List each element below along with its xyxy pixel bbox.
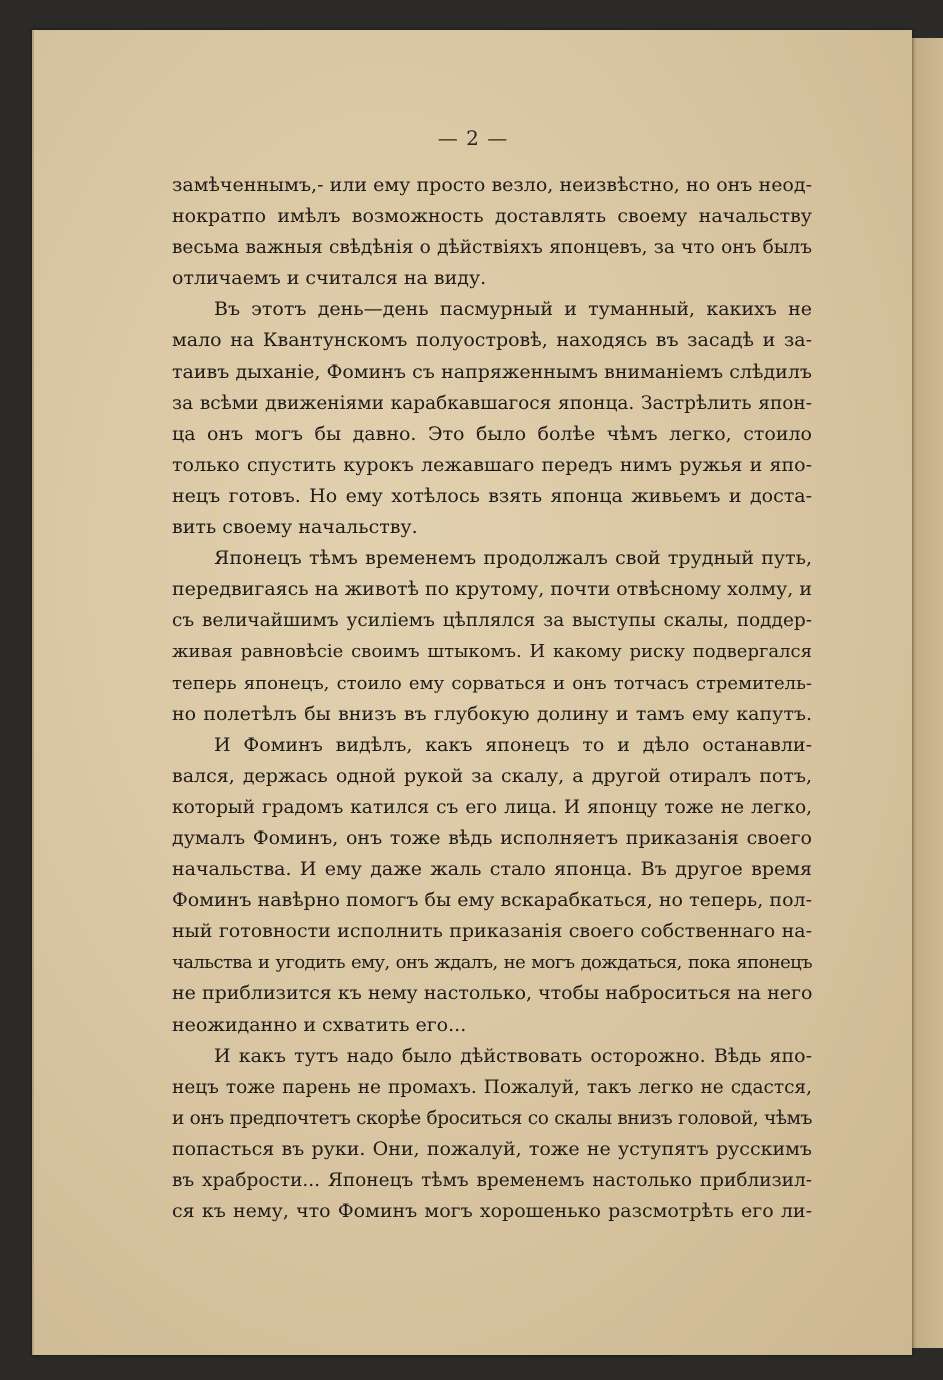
text-line: за всѣми движеніями карабкавшагося японца. Застрѣлить япон- (172, 392, 812, 414)
book-page (32, 30, 912, 1355)
text-line: ный готовности исполнить приказанія своего собственнаго на- (172, 920, 812, 943)
text-line: Фоминъ навѣрно помогъ бы ему вскарабкаться, но теперь, пол- (172, 889, 812, 912)
text-line: не приблизится къ нему настолько, чтобы наброситься на него (172, 982, 813, 1005)
text-line: нецъ тоже парень не промахъ. Пожалуй, такъ легко не сдастся, (172, 1076, 812, 1098)
text-line: вить своему начальству. (172, 516, 418, 539)
text-line: Въ этотъ день—день пасмурный и туманный, какихъ не (214, 298, 812, 321)
text-line: Японецъ тѣмъ временемъ продолжалъ свой трудный путь, (214, 547, 812, 570)
text-line: только спустить курокъ лежавшаго передъ нимъ ружья и япо- (172, 453, 812, 476)
text-line: мало на Квантунскомъ полуостровѣ, находясь въ засадѣ и за- (172, 329, 812, 352)
body-text (172, 170, 812, 1227)
text-line: отличаемъ и считался на виду. (172, 267, 487, 290)
text-line: теперь японецъ, стоило ему сорваться и онъ тотчасъ стремитель- (172, 672, 812, 694)
text-line: который градомъ катился съ его лица. И японцу тоже не легко, (172, 796, 812, 818)
text-line: И какъ тутъ надо было дѣйствовать осторожно. Вѣдь япо- (214, 1044, 812, 1067)
text-line: чальства и угодить ему, онъ ждалъ, не могъ дождаться, пока японецъ (172, 952, 812, 974)
text-line: думалъ Фоминъ, онъ тоже вѣдь исполняетъ приказанія своего (172, 826, 812, 849)
text-line: нократпо имѣлъ возможность доставлять своему начальству (172, 205, 812, 228)
text-line: передвигаясь на животѣ по крутому, почти отвѣсному холму, и (172, 578, 812, 601)
text-line: неожиданно и схватить его... (172, 1013, 467, 1036)
text-line: живая равновѣсіе своимъ штыкомъ. И какому риску подвергался (172, 641, 812, 663)
text-line: таивъ дыханіе, Фоминъ съ напряженнымъ вниманіемъ слѣдилъ (172, 360, 812, 383)
text-line: весьма важныя свѣдѣнія о дѣйствіяхъ японцевъ, за что онъ былъ (172, 237, 812, 259)
page-number: — 2 — (437, 126, 509, 150)
text-line: нецъ готовъ. Но ему хотѣлось взять японца живьемъ и доста- (172, 484, 812, 507)
text-line: въ храбрости... Японецъ тѣмъ временемъ настолько приблизил- (172, 1170, 812, 1191)
text-line: вался, держась одной рукой за скалу, а другой отиралъ потъ, (172, 764, 812, 787)
text-line: ца онъ могъ бы давно. Это было болѣе чѣмъ легко, стоило (172, 422, 812, 445)
text-line: попасться въ руки. Они, пожалуй, тоже не уступятъ русскимъ (172, 1137, 812, 1160)
text-line: но полетѣлъ бы внизъ въ глубокую долину и тамъ ему капутъ. (172, 702, 812, 725)
text-line: начальства. И ему даже жаль стало японца. Въ другое время (172, 858, 812, 881)
text-line: и онъ предпочтетъ скорѣе броситься со скалы внизъ головой, чѣмъ (172, 1107, 812, 1129)
text-line: съ величайшимъ усиліемъ цѣплялся за выступы скалы, поддер- (172, 610, 812, 632)
text-line: ся къ нему, что Фоминъ могъ хорошенько разсмотрѣть его ли- (172, 1200, 812, 1223)
text-line: замѣченнымъ,- или ему просто везло, неизвѣстно, но онъ неод- (172, 174, 812, 196)
text-line: И Фоминъ видѣлъ, какъ японецъ то и дѣло останавли- (214, 733, 812, 756)
